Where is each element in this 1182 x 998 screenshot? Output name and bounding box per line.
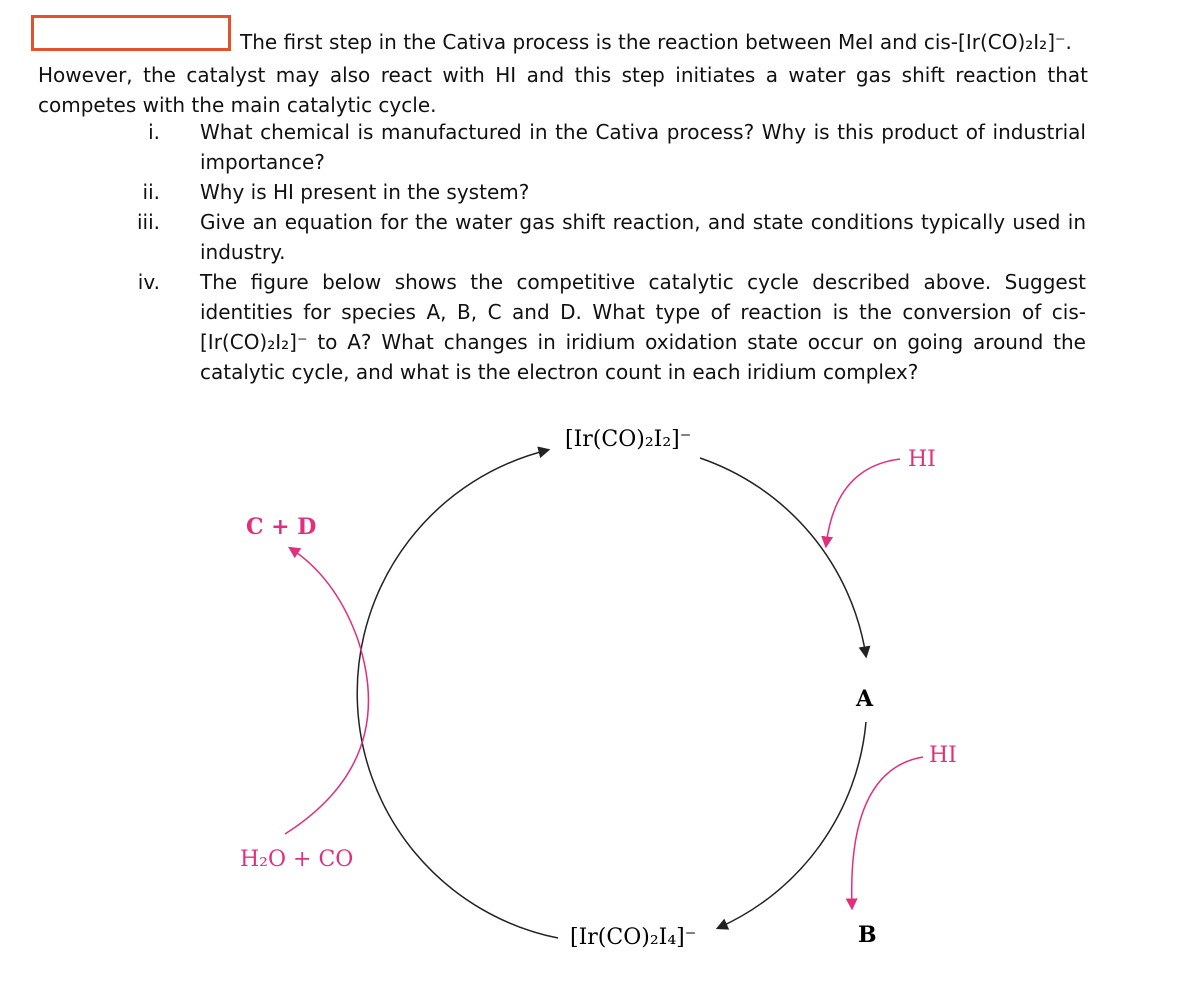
question-text: The figure below shows the competitive catalytic cycle described above. Suggest identities for species A, B, C and D. What type of reaction is the conversion of cis-[Ir(CO)₂I₂]⁻ to A? What changes in iridium oxidation state occur on going around the catalytic cycle, and what is the electron count in each iridium complex? (200, 270, 1086, 384)
wgs-arrow (285, 548, 368, 834)
products-cd-label: C + D (246, 514, 317, 540)
question-text: What chemical is manufactured in the Cativa process? Why is this product of industrial importance? (200, 120, 1086, 174)
question-number: ii. (142, 180, 160, 204)
question-text: Why is HI present in the system? (200, 180, 530, 204)
hi-arrow-bottom (852, 757, 923, 908)
cycle-arc-bottom-right (718, 722, 866, 928)
hi-reagent-label-2: HI (929, 743, 957, 768)
bottom-complex-label: [Ir(CO)₂I₄]⁻ (570, 925, 697, 950)
intro-paragraph: However, the catalyst may also react with HI and this step initiates a water gas shift reaction that competes with the main catalytic cycle. (38, 63, 1088, 117)
question-text: Give an equation for the water gas shift reaction, and state conditions typically used in industry. (200, 210, 1086, 264)
cycle-arc-left (357, 450, 558, 938)
reactants-h2o-co-label: H₂O + CO (240, 847, 354, 872)
hi-arrow-top (826, 459, 900, 546)
question-number: i. (148, 120, 160, 144)
top-complex-label: [Ir(CO)₂I₂]⁻ (565, 427, 692, 452)
species-a-label: A (856, 686, 874, 712)
species-b-label: B (858, 922, 877, 948)
question-number: iv. (137, 270, 160, 294)
cycle-arc-top-right (700, 458, 866, 656)
intro-first-line: The first step in the Cativa process is the reaction between MeI and cis-[Ir(CO)₂I₂]⁻. (240, 30, 1072, 54)
hi-reagent-label-1: HI (908, 447, 936, 472)
question-number: iii. (136, 210, 160, 234)
